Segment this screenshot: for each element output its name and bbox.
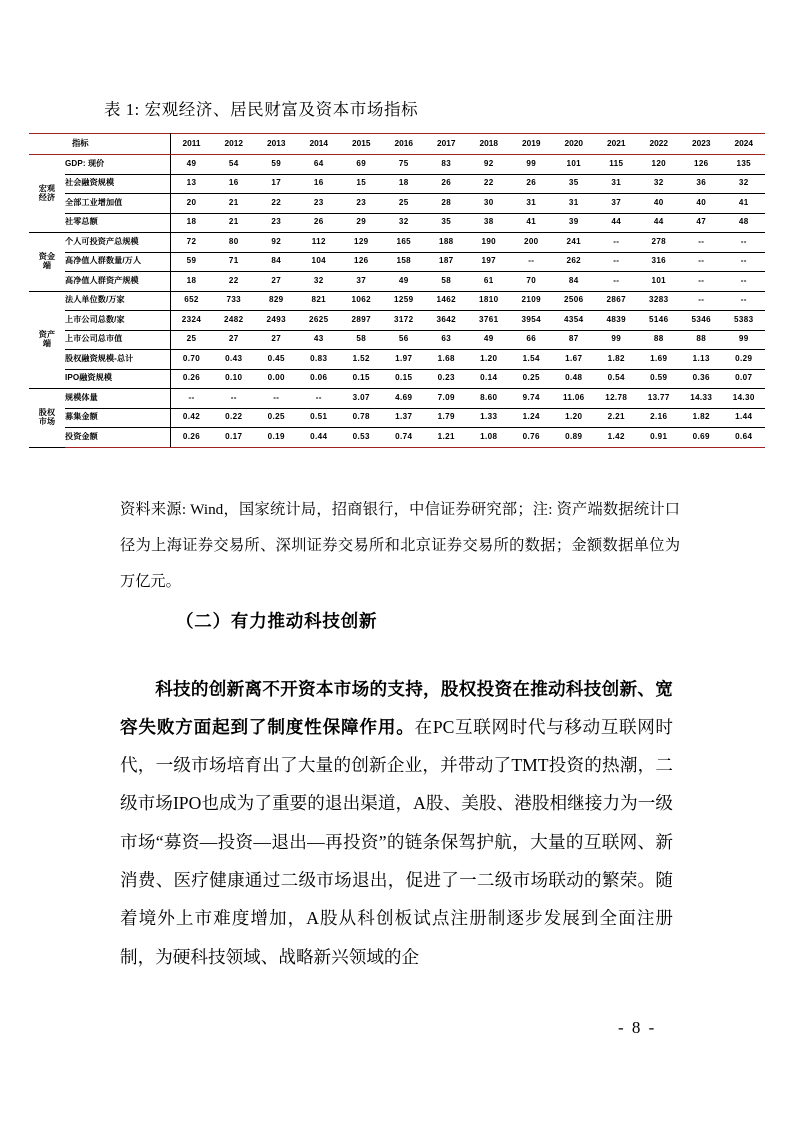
data-cell: 1.37: [383, 408, 426, 428]
data-cell: 28: [425, 194, 468, 214]
row-group-label: [29, 155, 65, 233]
table-row: [29, 291, 765, 311]
data-cell: 31: [510, 194, 553, 214]
data-cell: 1.67: [553, 350, 596, 370]
table-caption: 表 1: 宏观经济、居民财富及资本市场指标: [104, 100, 419, 119]
data-cell: 0.26: [170, 428, 213, 448]
data-cell: --: [680, 291, 723, 311]
data-cell: 26: [510, 174, 553, 194]
data-cell: 88: [680, 330, 723, 350]
data-cell: 5346: [680, 311, 723, 331]
data-cell: --: [255, 389, 298, 409]
section-heading: （二）有力推动科技创新: [176, 611, 378, 631]
data-cell: 27: [213, 330, 256, 350]
header-year-2019: 2019: [510, 134, 553, 155]
data-cell: 1.82: [595, 350, 638, 370]
row-group-label: [29, 389, 65, 448]
data-cell: 316: [638, 252, 681, 272]
table-row: [29, 369, 765, 389]
data-cell: 37: [595, 194, 638, 214]
data-cell: 70: [510, 272, 553, 292]
data-cell: 4354: [553, 311, 596, 331]
metric-label: 社会融资规模: [65, 174, 170, 194]
metric-label: 高净值人群资产规模: [65, 272, 170, 292]
data-cell: 1.69: [638, 350, 681, 370]
metric-label: 股权融资规模-总计: [65, 350, 170, 370]
table-row: [29, 252, 765, 272]
data-cell: 158: [383, 252, 426, 272]
data-cell: 16: [298, 174, 341, 194]
data-cell: 0.06: [298, 369, 341, 389]
table-row: [29, 311, 765, 331]
metric-label: GDP: 现价: [65, 155, 170, 175]
data-cell: 58: [340, 330, 383, 350]
data-cell: 11.06: [553, 389, 596, 409]
data-cell: 40: [680, 194, 723, 214]
data-cell: 35: [553, 174, 596, 194]
row-group-label-line: 市场: [38, 416, 56, 426]
metric-label: 高净值人群数量/万人: [65, 252, 170, 272]
data-cell: 2324: [170, 311, 213, 331]
data-cell: 59: [170, 252, 213, 272]
data-cell: 0.48: [553, 369, 596, 389]
header-year-2016: 2016: [383, 134, 426, 155]
data-cell: 0.45: [255, 350, 298, 370]
data-cell: 101: [553, 155, 596, 175]
data-cell: 0.83: [298, 350, 341, 370]
header-year-2021: 2021: [595, 134, 638, 155]
data-cell: --: [213, 389, 256, 409]
data-cell: 7.09: [425, 389, 468, 409]
data-cell: 99: [723, 330, 766, 350]
data-cell: 47: [680, 213, 723, 233]
data-cell: --: [595, 233, 638, 253]
data-cell: 3761: [468, 311, 511, 331]
data-cell: 23: [298, 194, 341, 214]
statistics-table-container: [29, 133, 765, 448]
data-cell: 80: [213, 233, 256, 253]
data-cell: 32: [723, 174, 766, 194]
metric-label: IPO融资规模: [65, 369, 170, 389]
data-cell: 2.21: [595, 408, 638, 428]
data-cell: 71: [213, 252, 256, 272]
header-year-2023: 2023: [680, 134, 723, 155]
data-cell: 22: [468, 174, 511, 194]
table-row: [29, 174, 765, 194]
data-cell: 0.23: [425, 369, 468, 389]
data-cell: 0.15: [340, 369, 383, 389]
data-cell: 0.17: [213, 428, 256, 448]
data-cell: 1.54: [510, 350, 553, 370]
data-cell: 16: [213, 174, 256, 194]
data-cell: 58: [425, 272, 468, 292]
data-cell: 40: [638, 194, 681, 214]
data-cell: 49: [383, 272, 426, 292]
table-header: [29, 134, 765, 155]
metric-label: 社零总额: [65, 213, 170, 233]
data-cell: 0.26: [170, 369, 213, 389]
data-cell: 36: [680, 174, 723, 194]
data-cell: 3.07: [340, 389, 383, 409]
header-year-2013: 2013: [255, 134, 298, 155]
row-group-label-line: 股权: [38, 407, 56, 417]
row-group-label-line: 宏观: [38, 183, 56, 193]
data-cell: 0.59: [638, 369, 681, 389]
data-cell: --: [170, 389, 213, 409]
data-cell: 38: [468, 213, 511, 233]
data-cell: 0.07: [723, 369, 766, 389]
data-cell: --: [595, 252, 638, 272]
data-cell: 1810: [468, 291, 511, 311]
data-cell: 23: [255, 213, 298, 233]
data-cell: 13.77: [638, 389, 681, 409]
data-cell: 27: [255, 330, 298, 350]
data-cell: 26: [298, 213, 341, 233]
metric-label: 法人单位数/万家: [65, 291, 170, 311]
data-cell: 39: [553, 213, 596, 233]
data-cell: 1062: [340, 291, 383, 311]
data-cell: 41: [723, 194, 766, 214]
data-cell: 0.15: [383, 369, 426, 389]
data-cell: 72: [170, 233, 213, 253]
data-cell: 2482: [213, 311, 256, 331]
data-cell: 197: [468, 252, 511, 272]
data-cell: 3172: [383, 311, 426, 331]
row-group-label: [29, 291, 65, 389]
data-cell: 187: [425, 252, 468, 272]
data-cell: 115: [595, 155, 638, 175]
data-cell: 12.78: [595, 389, 638, 409]
data-cell: 69: [340, 155, 383, 175]
statistics-table: [29, 133, 765, 448]
data-cell: 1462: [425, 291, 468, 311]
data-cell: 190: [468, 233, 511, 253]
data-cell: --: [723, 291, 766, 311]
metric-label: 个人可投资产总规模: [65, 233, 170, 253]
data-cell: 29: [340, 213, 383, 233]
data-cell: 0.42: [170, 408, 213, 428]
data-cell: --: [680, 252, 723, 272]
data-cell: 4.69: [383, 389, 426, 409]
data-cell: 1.20: [468, 350, 511, 370]
data-cell: 25: [383, 194, 426, 214]
data-cell: 20: [170, 194, 213, 214]
data-cell: 64: [298, 155, 341, 175]
data-cell: 3642: [425, 311, 468, 331]
header-year-2015: 2015: [340, 134, 383, 155]
data-cell: 2625: [298, 311, 341, 331]
data-cell: 15: [340, 174, 383, 194]
data-cell: 0.22: [213, 408, 256, 428]
metric-label: 募集金额: [65, 408, 170, 428]
data-cell: 0.53: [340, 428, 383, 448]
data-cell: --: [723, 252, 766, 272]
table-row: [29, 330, 765, 350]
table-row: [29, 233, 765, 253]
data-cell: 30: [468, 194, 511, 214]
data-cell: 1.79: [425, 408, 468, 428]
data-cell: 0.70: [170, 350, 213, 370]
header-year-2012: 2012: [213, 134, 256, 155]
data-cell: 1.82: [680, 408, 723, 428]
metric-label: 上市公司总市值: [65, 330, 170, 350]
data-cell: 104: [298, 252, 341, 272]
data-cell: 1.52: [340, 350, 383, 370]
data-cell: 27: [255, 272, 298, 292]
data-cell: 18: [383, 174, 426, 194]
metric-label: 规模体量: [65, 389, 170, 409]
header-year-2018: 2018: [468, 134, 511, 155]
data-cell: 26: [425, 174, 468, 194]
data-cell: 0.29: [723, 350, 766, 370]
metric-label: 全部工业增加值: [65, 194, 170, 214]
row-group-label-line: 端: [42, 338, 52, 348]
data-cell: 0.43: [213, 350, 256, 370]
data-cell: --: [723, 233, 766, 253]
data-cell: --: [298, 389, 341, 409]
data-cell: 31: [553, 194, 596, 214]
data-cell: 25: [170, 330, 213, 350]
data-cell: 126: [680, 155, 723, 175]
data-cell: 32: [383, 213, 426, 233]
data-cell: 4839: [595, 311, 638, 331]
data-cell: 0.54: [595, 369, 638, 389]
data-cell: 88: [638, 330, 681, 350]
data-cell: 92: [468, 155, 511, 175]
data-cell: 21: [213, 194, 256, 214]
data-cell: 821: [298, 291, 341, 311]
data-cell: 5146: [638, 311, 681, 331]
data-cell: 1.68: [425, 350, 468, 370]
data-cell: 0.10: [213, 369, 256, 389]
data-cell: 0.51: [298, 408, 341, 428]
data-cell: 200: [510, 233, 553, 253]
data-cell: 49: [468, 330, 511, 350]
data-cell: 56: [383, 330, 426, 350]
body-paragraph: [120, 670, 673, 976]
header-group-spacer: [29, 134, 65, 155]
data-cell: 0.19: [255, 428, 298, 448]
data-cell: 8.60: [468, 389, 511, 409]
data-cell: 35: [425, 213, 468, 233]
data-cell: 112: [298, 233, 341, 253]
data-cell: 2.16: [638, 408, 681, 428]
data-cell: 22: [255, 194, 298, 214]
data-cell: 0.74: [383, 428, 426, 448]
data-cell: 165: [383, 233, 426, 253]
data-cell: 1.24: [510, 408, 553, 428]
data-cell: 135: [723, 155, 766, 175]
data-cell: 9.74: [510, 389, 553, 409]
data-cell: 44: [595, 213, 638, 233]
data-cell: --: [595, 272, 638, 292]
data-cell: 61: [468, 272, 511, 292]
data-cell: 0.69: [680, 428, 723, 448]
data-cell: 241: [553, 233, 596, 253]
data-cell: 652: [170, 291, 213, 311]
data-cell: 17: [255, 174, 298, 194]
table-body: [29, 155, 765, 448]
data-cell: 48: [723, 213, 766, 233]
row-group-label-line: 资产: [38, 329, 56, 339]
data-cell: 32: [638, 174, 681, 194]
data-cell: 14.30: [723, 389, 766, 409]
data-cell: 87: [553, 330, 596, 350]
data-cell: 2506: [553, 291, 596, 311]
table-row: [29, 213, 765, 233]
data-cell: 41: [510, 213, 553, 233]
data-cell: 59: [255, 155, 298, 175]
data-cell: 99: [595, 330, 638, 350]
data-cell: 3954: [510, 311, 553, 331]
data-cell: 0.64: [723, 428, 766, 448]
header-year-2022: 2022: [638, 134, 681, 155]
paragraph-rest: 在PC互联网时代与移动互联网时代，一级市场培育出了大量的创新企业，并带动了TMT投资的热潮，二级市场IPO也成为了重要的退出渠道，A股、美股、港股相继接力为一级市场“募资—投资—退出—再投资”的链条保驾护航，大量的互联网、新消费、医疗健康通过二级市场退出，促进了一二级市场联动的繁荣。随着境外上市难度增加，A股从科创板试点注册制逐步发展到全面注册制，为硬科技领域、战略新兴领域的企: [120, 716, 674, 967]
data-cell: 18: [170, 213, 213, 233]
data-cell: 829: [255, 291, 298, 311]
data-cell: 101: [638, 272, 681, 292]
data-cell: 37: [340, 272, 383, 292]
data-cell: --: [510, 252, 553, 272]
data-cell: --: [723, 272, 766, 292]
data-cell: 18: [170, 272, 213, 292]
data-cell: 0.91: [638, 428, 681, 448]
data-cell: 0.00: [255, 369, 298, 389]
data-cell: 14.33: [680, 389, 723, 409]
header-year-2020: 2020: [553, 134, 596, 155]
header-metric: 指标: [65, 134, 170, 155]
data-cell: 92: [255, 233, 298, 253]
data-cell: 31: [595, 174, 638, 194]
paragraph-lead-sentence: 科技的创新离不开资本市场的支持，股权投资在推动科技创新、宽容失败方面起到了制度性保障作用。: [120, 678, 673, 737]
source-note: 资料来源: Wind，国家统计局，招商银行，中信证券研究部；注: 资产端数据统计口径为上海证券交易所、深圳证券交易所和北京证券交易所的数据；金额数据单位为万亿元。: [120, 501, 680, 590]
metric-label: 上市公司总数/家: [65, 311, 170, 331]
data-cell: 262: [553, 252, 596, 272]
header-year-2017: 2017: [425, 134, 468, 155]
data-cell: 84: [255, 252, 298, 272]
data-cell: 1.33: [468, 408, 511, 428]
data-cell: 1.08: [468, 428, 511, 448]
header-year-2014: 2014: [298, 134, 341, 155]
data-cell: 278: [638, 233, 681, 253]
data-cell: 43: [298, 330, 341, 350]
data-cell: 83: [425, 155, 468, 175]
data-cell: 129: [340, 233, 383, 253]
data-cell: 0.89: [553, 428, 596, 448]
data-cell: 1.44: [723, 408, 766, 428]
data-cell: 21: [213, 213, 256, 233]
table-row: [29, 389, 765, 409]
row-group-label-line: 经济: [38, 192, 56, 202]
data-cell: 75: [383, 155, 426, 175]
data-cell: 1.42: [595, 428, 638, 448]
table-row: [29, 155, 765, 175]
data-cell: 84: [553, 272, 596, 292]
data-cell: 1.97: [383, 350, 426, 370]
row-group-label: [29, 233, 65, 292]
data-cell: 5383: [723, 311, 766, 331]
data-cell: 1.20: [553, 408, 596, 428]
header-year-2011: 2011: [170, 134, 213, 155]
data-cell: 1259: [383, 291, 426, 311]
table-row: [29, 428, 765, 448]
page-number: - 8 -: [618, 1018, 657, 1037]
metric-label: 投资金额: [65, 428, 170, 448]
data-cell: 0.36: [680, 369, 723, 389]
data-cell: --: [680, 272, 723, 292]
data-cell: 1.21: [425, 428, 468, 448]
data-cell: 0.25: [255, 408, 298, 428]
table-row: [29, 350, 765, 370]
row-group-label-line: 资金: [38, 251, 56, 261]
data-cell: 2867: [595, 291, 638, 311]
data-cell: 2109: [510, 291, 553, 311]
data-cell: 188: [425, 233, 468, 253]
data-cell: 32: [298, 272, 341, 292]
table-row: [29, 194, 765, 214]
data-cell: 126: [340, 252, 383, 272]
data-cell: 49: [170, 155, 213, 175]
data-cell: --: [680, 233, 723, 253]
data-cell: 0.14: [468, 369, 511, 389]
data-cell: 0.76: [510, 428, 553, 448]
data-cell: 733: [213, 291, 256, 311]
data-cell: 2493: [255, 311, 298, 331]
data-cell: 54: [213, 155, 256, 175]
data-cell: 22: [213, 272, 256, 292]
header-year-2024: 2024: [723, 134, 766, 155]
data-cell: 63: [425, 330, 468, 350]
data-cell: 0.44: [298, 428, 341, 448]
data-cell: 66: [510, 330, 553, 350]
table-row: [29, 272, 765, 292]
data-cell: 3283: [638, 291, 681, 311]
data-cell: 99: [510, 155, 553, 175]
data-cell: 2897: [340, 311, 383, 331]
table-header-row: [29, 134, 765, 155]
data-cell: 23: [340, 194, 383, 214]
data-cell: 120: [638, 155, 681, 175]
data-cell: 1.13: [680, 350, 723, 370]
data-cell: 44: [638, 213, 681, 233]
row-group-label-line: 端: [42, 260, 52, 270]
data-cell: 13: [170, 174, 213, 194]
data-cell: 0.25: [510, 369, 553, 389]
data-cell: 0.78: [340, 408, 383, 428]
table-row: [29, 408, 765, 428]
